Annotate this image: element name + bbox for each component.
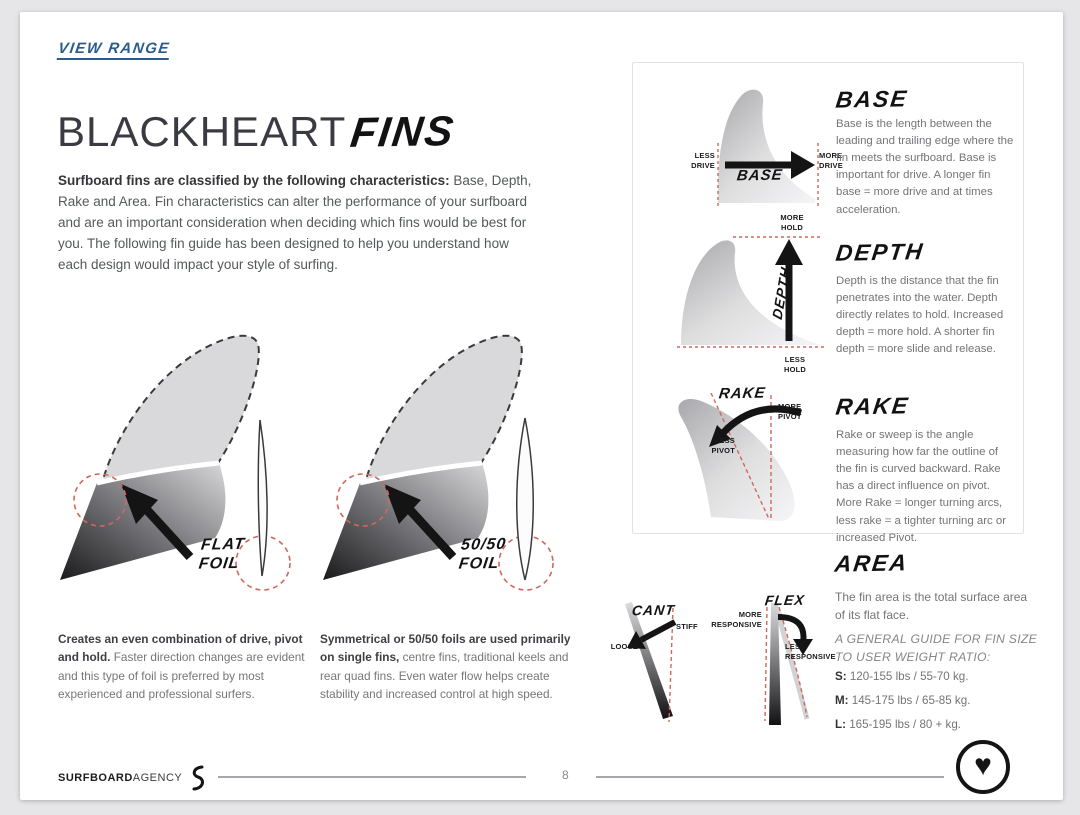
rake-less-pivot-label: LESS PIVOT bbox=[711, 436, 735, 455]
size-large-value: 165-195 lbs / 80 + kg. bbox=[849, 718, 962, 731]
document-page bbox=[20, 12, 1063, 800]
base-body: Base is the length between the leading and trailing edge where the fin meets the surfboard. Base is important for drive. A longer fin base = more drive and at times acceleration. bbox=[836, 118, 1014, 216]
flex-less-responsive-label: LESS RESPONSIVE bbox=[785, 642, 836, 661]
size-large-label: L: bbox=[835, 718, 846, 731]
area-size-list bbox=[835, 670, 1045, 742]
depth-diagram-tag: DEPTH bbox=[768, 264, 794, 322]
surfboard-agency-logo-icon bbox=[189, 764, 207, 792]
flat-foil-caption-rest: Faster direction changes are evident and this type of foil is preferred by most experienced and professional surfers. bbox=[58, 650, 305, 701]
area-size-guide-title: A GENERAL GUIDE FOR FIN SIZE TO USER WEIGHT RATIO: bbox=[835, 632, 1038, 665]
base-fin-diagram-icon bbox=[663, 81, 833, 211]
rake-more-pivot-label: MORE PIVOT bbox=[778, 402, 802, 421]
page-number: 8 bbox=[562, 768, 569, 782]
cant-loose-label: LOOSE bbox=[610, 642, 638, 651]
footer-rule-left bbox=[218, 776, 526, 778]
area-body: The fin area is the total surface area of its flat face. bbox=[835, 590, 1028, 622]
cant-diagram-tag: CANT bbox=[630, 601, 676, 619]
characteristics-panel bbox=[632, 62, 1024, 544]
rake-diagram-tag: RAKE bbox=[717, 384, 767, 403]
page-title bbox=[57, 107, 458, 156]
rake-heading: RAKE bbox=[834, 392, 911, 420]
flex-more-responsive-label: MORE RESPONSIVE bbox=[711, 610, 762, 629]
brand-light: AGENCY bbox=[132, 771, 183, 784]
size-medium-label: M: bbox=[835, 694, 849, 707]
cant-stiff-label: STIFF bbox=[676, 622, 698, 631]
view-range-link[interactable]: VIEW RANGE bbox=[57, 40, 171, 60]
heart-icon: ♥ bbox=[974, 749, 992, 782]
brand-logo bbox=[58, 764, 207, 792]
size-medium bbox=[835, 694, 1045, 707]
intro-lead: Surfboard fins are classified by the following characteristics: bbox=[58, 173, 450, 188]
size-small-label: S: bbox=[835, 670, 847, 683]
flat-foil-caption-lead: Creates an even combination of drive, pivot and hold. bbox=[58, 632, 303, 665]
flat-foil-diagram bbox=[55, 330, 305, 620]
intro-rest: Base, Depth, Rake and Area. Fin characteristics can alter the performance of your surfboard and are an important consideration when deciding which fins would be best for you. The following fin guide has been designed to help you understand how each design would impact your style of surfing. bbox=[58, 173, 532, 273]
base-heading: BASE bbox=[834, 85, 910, 113]
fifty-fifty-foil-label: 50/50 FOIL bbox=[457, 535, 508, 573]
fifty-fifty-foil-caption bbox=[320, 630, 582, 703]
depth-fin-diagram-icon bbox=[673, 233, 833, 353]
title-accent: FINS bbox=[347, 107, 458, 156]
blackheart-logo-badge bbox=[956, 740, 1010, 794]
fifty-fifty-foil-diagram bbox=[318, 330, 568, 620]
area-heading: AREA bbox=[833, 549, 910, 577]
depth-more-hold-label: MORE HOLD bbox=[780, 213, 804, 232]
base-diagram-tag: BASE bbox=[735, 166, 784, 185]
size-large bbox=[835, 718, 1045, 731]
flat-foil-caption bbox=[58, 630, 308, 703]
rake-body: Rake or sweep is the angle measuring how far the outline of the fin is curved backward. Rake has a direct influence on pivot. More Rake = longer turning arcs, less rake = a tighter turning arc or increased Pivot. bbox=[836, 429, 1006, 544]
intro-paragraph bbox=[58, 170, 536, 275]
fifty-fifty-foil-caption-rest: centre fins, traditional keels and rear quad fins. Even water flow helps create stability and increased control at high speed. bbox=[320, 650, 569, 701]
size-small bbox=[835, 670, 1045, 683]
flex-diagram-tag: FLEX bbox=[763, 591, 806, 609]
footer-rule-right bbox=[596, 776, 944, 778]
depth-less-hold-label: LESS HOLD bbox=[783, 355, 807, 374]
size-small-value: 120-155 lbs / 55-70 kg. bbox=[849, 670, 969, 683]
depth-heading: DEPTH bbox=[834, 238, 926, 266]
base-less-drive-label: LESS DRIVE bbox=[691, 151, 715, 170]
fin-foil-illustration-icon bbox=[55, 330, 305, 620]
brand-bold: SURFBOARD bbox=[58, 771, 133, 784]
fifty-fifty-foil-caption-lead: Symmetrical or 50/50 foils are used primarily on single fins, bbox=[320, 632, 571, 665]
size-medium-value: 145-175 lbs / 65-85 kg. bbox=[851, 694, 971, 707]
title-main: BLACKHEART bbox=[57, 108, 347, 155]
base-more-drive-label: MORE DRIVE bbox=[819, 151, 843, 170]
flat-foil-label: FLAT FOIL bbox=[197, 535, 246, 573]
fin-foil-illustration-icon bbox=[318, 330, 568, 620]
depth-body: Depth is the distance that the fin penetrates into the water. Depth directly relates to hold. Increased depth = more hold. A shorter fin depth = more slide and release. bbox=[836, 275, 1004, 356]
